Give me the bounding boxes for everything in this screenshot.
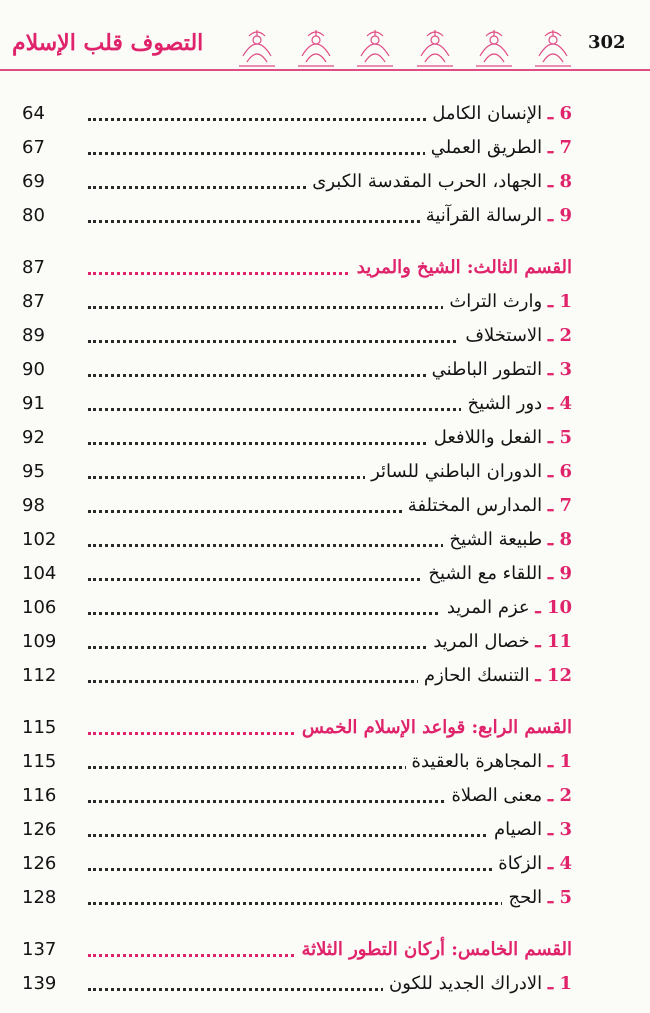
toc-entry <box>0 387 650 421</box>
toc-entry-title: القسم الرابع: قواعد الإسلام الخمس <box>301 717 572 738</box>
toc-entry <box>0 847 650 881</box>
toc-entry-title: الطريق العملي <box>430 137 543 158</box>
toc-page-number: 87 <box>22 257 45 278</box>
toc-entry-title: الفعل واللافعل <box>433 427 543 448</box>
toc-entry <box>0 625 650 659</box>
toc-entry-title: الصيام <box>494 819 543 840</box>
toc-entry <box>0 557 650 591</box>
toc-page-number: 115 <box>22 751 57 772</box>
toc-entry-title: التطور الباطني <box>431 359 543 380</box>
toc-entry-text <box>296 933 572 967</box>
toc-entry <box>0 455 650 489</box>
toc-page-number: 104 <box>22 563 57 584</box>
toc-entry-title: الرسالة القرآنية <box>425 205 543 226</box>
toc-entry-number: 6 ـ <box>547 103 572 124</box>
toc-entry <box>0 319 650 353</box>
toc-entry-text <box>383 967 572 1001</box>
toc-page-number: 139 <box>22 973 57 994</box>
toc-entry-number: 2 ـ <box>547 325 572 346</box>
toc-entry <box>0 131 650 165</box>
toc-entry-title: اللقاء مع الشيخ <box>428 563 543 584</box>
toc-entry-number: 1 ـ <box>547 291 572 312</box>
toc-entry <box>0 813 650 847</box>
header-divider <box>0 69 650 71</box>
toc-entry-text <box>406 745 572 779</box>
page-header <box>0 0 650 80</box>
toc-entry-text <box>459 319 572 353</box>
toc-entry-text <box>461 387 572 421</box>
toc-entry-number: 12 ـ <box>535 665 572 686</box>
toc-entry-text <box>296 711 572 745</box>
toc-page-number: 69 <box>22 171 45 192</box>
toc-entry-title: وارث التراث <box>449 291 543 312</box>
toc-entry-text <box>418 659 572 693</box>
toc-entry-number: 7 ـ <box>547 137 572 158</box>
toc-entry <box>0 421 650 455</box>
toc-entry <box>0 659 650 693</box>
page-number: 302 <box>588 32 626 53</box>
toc-entry <box>0 489 650 523</box>
toc-entry-text <box>425 131 572 165</box>
toc-entry-title: الدوران الباطني للسائر <box>371 461 543 482</box>
toc-entry-text <box>422 557 572 591</box>
floral-ornament-icon <box>472 26 516 70</box>
toc-entry-text <box>426 97 572 131</box>
toc-entry-title: الادراك الجديد للكون <box>389 973 543 994</box>
toc-entry-number: 1 ـ <box>547 973 572 994</box>
toc-entry-title: طبيعة الشيخ <box>449 529 543 550</box>
toc-entry-title: التنسك الحازم <box>423 665 530 686</box>
floral-ornament-icon <box>294 26 338 70</box>
toc-entry <box>0 779 650 813</box>
toc-entry-title: الزكاة <box>498 853 543 874</box>
toc-entry-number: 8 ـ <box>547 529 572 550</box>
toc-entry-title: الجهاد، الحرب المقدسة الكبرى <box>312 171 543 192</box>
toc-entry-title: المدارس المختلفة <box>407 495 543 516</box>
toc-entry-title: الحج <box>508 887 543 908</box>
toc-page-number: 90 <box>22 359 45 380</box>
toc-page-number: 92 <box>22 427 45 448</box>
toc-entry-title: الاستخلاف <box>465 325 543 346</box>
toc-entry-number: 7 ـ <box>547 495 572 516</box>
floral-ornament-icon <box>531 26 575 70</box>
toc-entry-title: الإنسان الكامل <box>432 103 543 124</box>
toc-entry <box>0 745 650 779</box>
toc-page-number: 106 <box>22 597 57 618</box>
toc-entry-text <box>441 591 572 625</box>
toc-entry-number: 5 ـ <box>547 427 572 448</box>
toc-section-heading <box>0 933 650 967</box>
floral-ornament-icon <box>413 26 457 70</box>
toc-entry-number: 3 ـ <box>547 819 572 840</box>
toc-page-number: 89 <box>22 325 45 346</box>
toc-entry <box>0 165 650 199</box>
toc-entry-text <box>365 455 572 489</box>
toc-page-number: 116 <box>22 785 57 806</box>
toc-entry-number: 1 ـ <box>547 751 572 772</box>
floral-ornament-icon <box>353 26 397 70</box>
toc-entry <box>0 591 650 625</box>
toc-page-number: 98 <box>22 495 45 516</box>
toc-entry-title: خصال المريد <box>433 631 530 652</box>
dotted-leader <box>88 902 570 905</box>
toc-section-heading <box>0 251 650 285</box>
toc-entry-text <box>420 199 572 233</box>
floral-ornament-icon <box>235 26 279 70</box>
toc-page-number: 95 <box>22 461 45 482</box>
toc-entry-number: 2 ـ <box>547 785 572 806</box>
toc-entry-number: 4 ـ <box>547 853 572 874</box>
toc-entry-number: 8 ـ <box>547 171 572 192</box>
toc-entry-text <box>488 813 572 847</box>
toc-page-number: 80 <box>22 205 45 226</box>
toc-section-heading <box>0 711 650 745</box>
toc-entry-text <box>502 881 572 915</box>
toc-entry <box>0 523 650 557</box>
toc-page-number: 128 <box>22 887 57 908</box>
toc-entry-title: القسم الخامس: أركان التطور الثلاثة <box>301 939 572 960</box>
toc-entry-number: 6 ـ <box>547 461 572 482</box>
toc-page-number: 112 <box>22 665 57 686</box>
toc-entry-title: معنى الصلاة <box>451 785 543 806</box>
toc-entry <box>0 881 650 915</box>
toc-page-number: 126 <box>22 819 57 840</box>
toc-entry-text <box>427 625 572 659</box>
toc-entry-number: 9 ـ <box>547 205 572 226</box>
toc-entry-number: 4 ـ <box>547 393 572 414</box>
toc-entry <box>0 967 650 1001</box>
toc-entry <box>0 199 650 233</box>
toc-entry-title: القسم الثالث: الشيخ والمريد <box>356 257 572 278</box>
toc-entry <box>0 285 650 319</box>
toc-entry-text <box>402 489 572 523</box>
toc-page-number: 87 <box>22 291 45 312</box>
toc-page-number: 126 <box>22 853 57 874</box>
toc-entry-title: المجاهرة بالعقيدة <box>411 751 543 772</box>
toc-entry-title: عزم المريد <box>446 597 530 618</box>
toc-entry-number: 9 ـ <box>547 563 572 584</box>
toc-entry-number: 3 ـ <box>547 359 572 380</box>
toc-entry-text <box>443 285 572 319</box>
toc-entry-number: 5 ـ <box>547 887 572 908</box>
toc-entry-number: 10 ـ <box>535 597 572 618</box>
toc-page-number: 115 <box>22 717 57 738</box>
toc-entry-text <box>351 251 572 285</box>
toc-entry-text <box>492 847 572 881</box>
toc-entry <box>0 97 650 131</box>
toc-page-number: 102 <box>22 529 57 550</box>
toc-page-number: 64 <box>22 103 45 124</box>
ornament-band <box>235 20 575 70</box>
toc-entry-text <box>443 523 572 557</box>
toc-page-number: 109 <box>22 631 57 652</box>
toc-page-number: 137 <box>22 939 57 960</box>
toc-entry-text <box>306 165 572 199</box>
toc-entry-text <box>426 353 572 387</box>
toc-entry-number: 11 ـ <box>535 631 572 652</box>
book-title: التصوف قلب الإسلام <box>12 30 204 56</box>
toc-entry-title: دور الشيخ <box>467 393 543 414</box>
toc-entry-text <box>445 779 572 813</box>
toc-entry <box>0 353 650 387</box>
toc-page-number: 67 <box>22 137 45 158</box>
toc-page-number: 91 <box>22 393 45 414</box>
toc-entry-text <box>428 421 572 455</box>
